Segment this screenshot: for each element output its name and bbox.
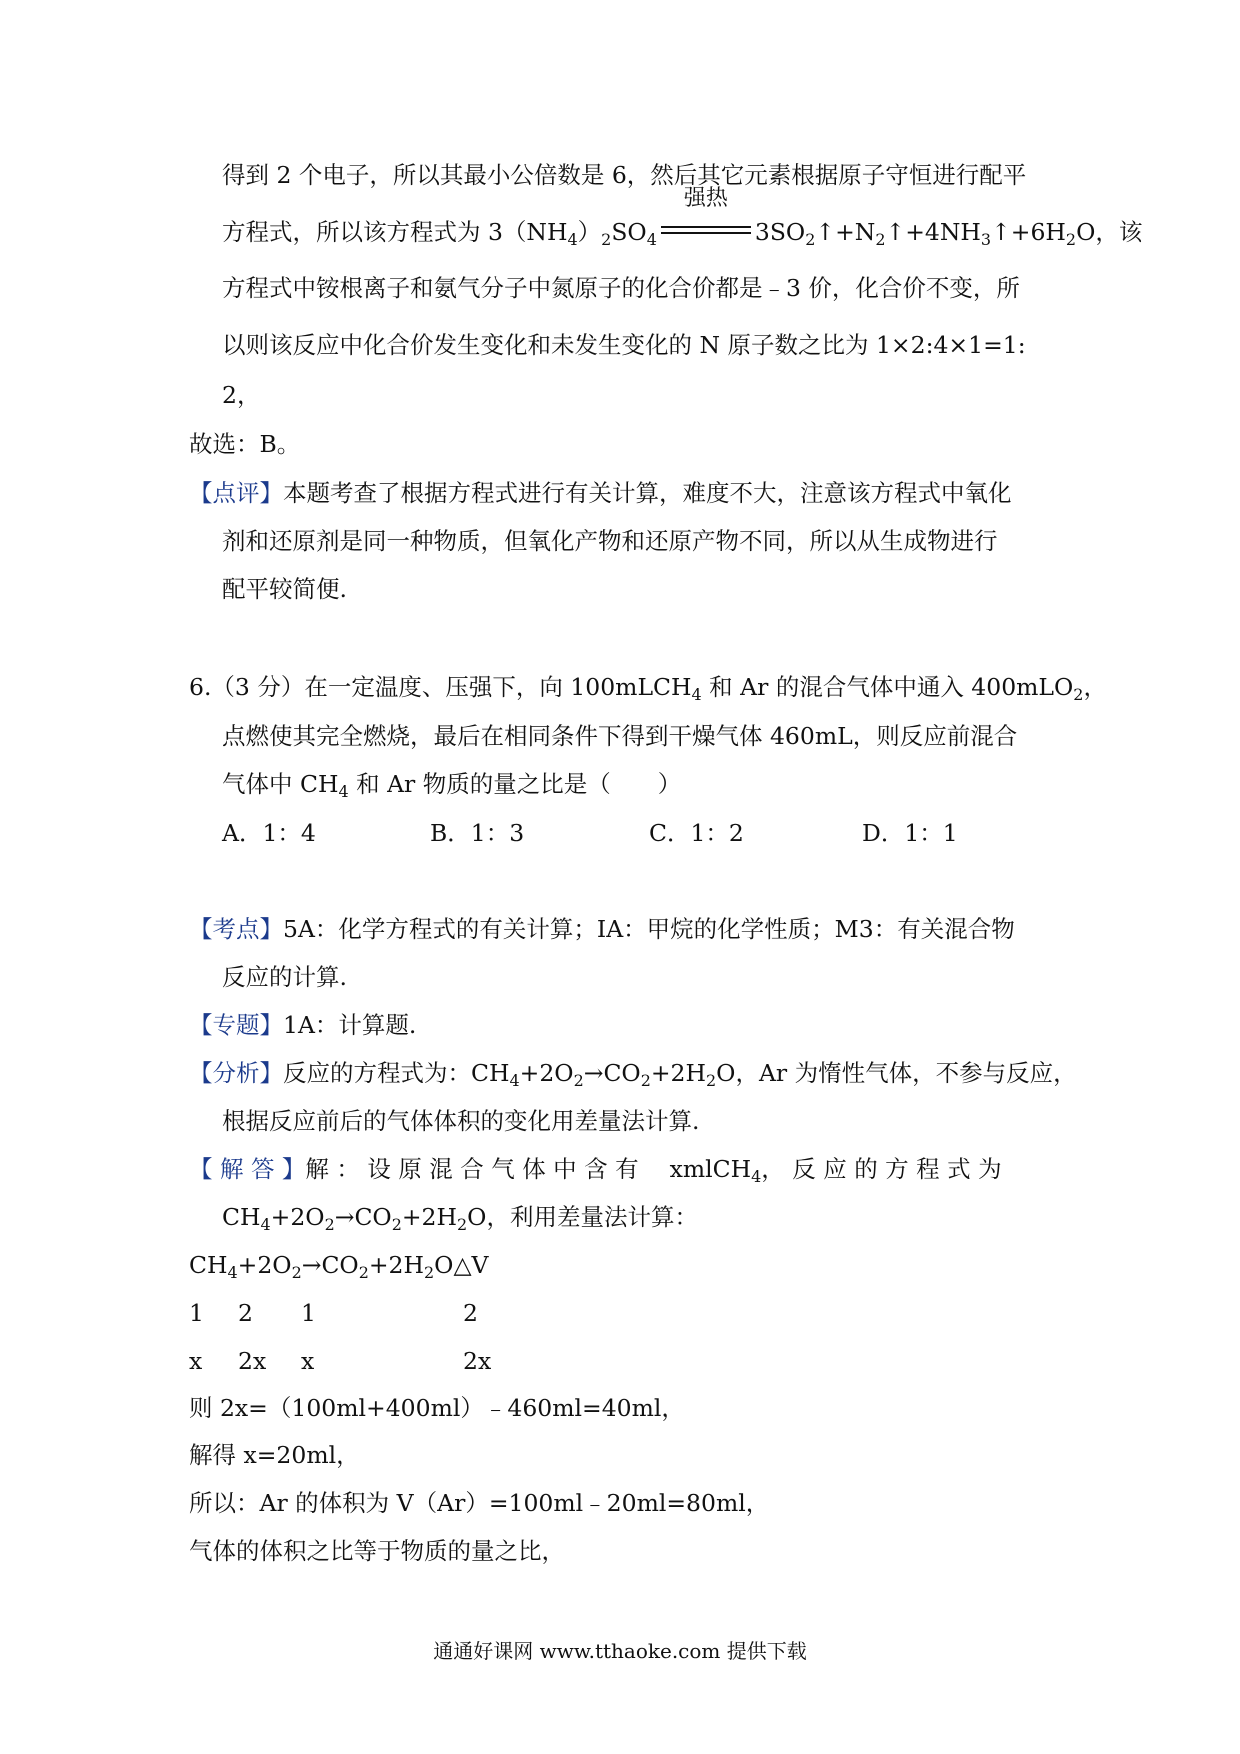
var-delta-v: 2x	[463, 1347, 492, 1375]
variable-row	[0, 1347, 1240, 1380]
text: +2O	[237, 1251, 292, 1279]
text: ，	[1083, 673, 1107, 701]
option-d: D．1：1	[862, 819, 958, 847]
prev-line-1: 得到 2 个电子，所以其最小公倍数是 6，然后其它元素根据原子守恒进行配平	[222, 161, 1027, 189]
subscript: 4	[227, 1262, 238, 1282]
text: 3SO	[754, 218, 806, 246]
text: CH	[222, 1203, 261, 1231]
text: →CO	[334, 1203, 392, 1231]
text: →CO	[301, 1251, 359, 1279]
text: O，该	[1076, 218, 1143, 246]
subscript: 2	[805, 229, 816, 249]
text: →CO	[583, 1059, 641, 1087]
kaodian-tag: 【考点】	[189, 915, 283, 943]
comment-line-1	[189, 479, 1012, 507]
jieda-line-2	[222, 1203, 698, 1234]
coef-ch4: 1	[189, 1299, 204, 1327]
text: +2O	[270, 1203, 325, 1231]
text: CH	[189, 1251, 228, 1279]
reaction-equation	[189, 1251, 489, 1282]
text: 1A：计算题.	[283, 1011, 417, 1039]
condition-label: 强热	[683, 186, 728, 211]
comment-line-2: 剂和还原剂是同一种物质，但氧化产物和还原产物不同，所以从生成物进行	[222, 527, 998, 555]
kaodian-line-1	[189, 915, 1015, 943]
text: O，Ar 为惰性气体，不参与反应，	[716, 1059, 1077, 1087]
text: 方程式，所以该方程式为 3（NH	[222, 218, 568, 246]
jieda-tag: 【 解 答 】	[189, 1155, 306, 1183]
subscript: 2	[391, 1214, 402, 1234]
text: 和 Ar 的混合气体中通入 400mLO	[701, 673, 1074, 701]
subscript: 4	[509, 1070, 520, 1090]
comment-tag: 【点评】	[189, 479, 283, 507]
text: 本题考查了根据方程式进行有关计算，难度不大，注意该方程式中氧化	[283, 479, 1012, 507]
question-6-line-2: 点燃使其完全燃烧，最后在相同条件下得到干燥气体 460mL，则反应前混合	[222, 722, 1018, 750]
fenxi-line-2: 根据反应前后的气体体积的变化用差量法计算.	[222, 1107, 700, 1135]
text: +2H	[650, 1059, 706, 1087]
text: ↑+6H	[991, 218, 1066, 246]
option-b: B．1：3	[430, 819, 525, 847]
subscript: 2	[875, 229, 886, 249]
subscript: 4	[567, 229, 578, 249]
prev-line-4: 以则该反应中化合价发生变化和未发生变化的 N 原子数之比为 1×2:4×1=1:	[222, 331, 1026, 359]
jieda-line-1	[189, 1155, 1002, 1186]
subscript: 4	[338, 781, 349, 801]
prev-line-5: 2，	[222, 381, 261, 409]
page-footer: 通通好课网 www.tthaoke.com 提供下载	[433, 1639, 807, 1663]
coef-co2: 1	[301, 1299, 316, 1327]
comment-line-3: 配平较简便.	[222, 575, 347, 603]
double-line	[661, 226, 751, 234]
fenxi-tag: 【分析】	[189, 1059, 283, 1087]
zhuanti-line	[189, 1011, 417, 1039]
option-a: A．1：4	[222, 819, 316, 847]
zhuanti-tag: 【专题】	[189, 1011, 283, 1039]
text: +2H	[368, 1251, 424, 1279]
var-co2: x	[301, 1347, 315, 1375]
prev-line-2-equation	[222, 186, 1143, 249]
text: +2O	[519, 1059, 574, 1087]
reaction-condition-arrow	[657, 186, 755, 242]
subscript: 2	[1073, 684, 1084, 704]
subscript: 2	[358, 1262, 369, 1282]
option-c: C．1：2	[649, 819, 744, 847]
subscript: 2	[1065, 229, 1077, 249]
var-ch4: x	[189, 1347, 203, 1375]
subscript: 2	[573, 1070, 584, 1090]
question-6-options	[0, 819, 1240, 852]
subscript: 2	[601, 229, 612, 249]
subscript: 2	[457, 1214, 468, 1234]
solution-step-4: 气体的体积之比等于物质的量之比，	[189, 1537, 565, 1565]
kaodian-line-2: 反应的计算.	[222, 963, 347, 991]
question-6-line-3	[222, 770, 682, 801]
text: ， 反 应 的 方 程 式 为	[761, 1155, 1002, 1183]
text: 5A：化学方程式的有关计算；IA：甲烷的化学性质；M3：有关混合物	[283, 915, 1015, 943]
solution-step-1: 则 2x=（100ml+400ml）﹣460ml=40ml，	[189, 1394, 685, 1422]
text: 6.（3 分）在一定温度、压强下，向 100mLCH	[189, 673, 692, 701]
text: 和 Ar 物质的量之比是（ ）	[348, 770, 682, 798]
text: 解 ： 设 原 混 合 气 体 中 含 有 xmlCH	[305, 1155, 752, 1183]
text: ↑+4NH	[885, 218, 981, 246]
text: ）	[577, 218, 602, 246]
subscript: 2	[424, 1262, 435, 1282]
coefficient-row	[0, 1299, 1240, 1332]
solution-step-2: 解得 x=20ml，	[189, 1441, 360, 1469]
coef-delta-v: 2	[463, 1299, 478, 1327]
subscript: 3	[980, 229, 992, 249]
prev-line-3: 方程式中铵根离子和氨气分子中氮原子的化合价都是﹣3 价，化合价不变，所	[222, 274, 1020, 302]
text: SO	[611, 218, 647, 246]
subscript: 2	[640, 1070, 651, 1090]
text: ↑+N	[815, 218, 876, 246]
subscript: 2	[324, 1214, 335, 1234]
subscript: 2	[291, 1262, 302, 1282]
subscript: 2	[706, 1070, 717, 1090]
question-6-line-1	[189, 673, 1107, 704]
text: O，利用差量法计算：	[467, 1203, 698, 1231]
coef-o2: 2	[238, 1299, 253, 1327]
subscript: 4	[646, 229, 657, 249]
var-o2: 2x	[238, 1347, 267, 1375]
subscript: 4	[691, 684, 702, 704]
fenxi-line-1	[189, 1059, 1077, 1090]
text: 反应的方程式为：CH	[283, 1059, 510, 1087]
subscript: 4	[751, 1166, 762, 1186]
text: 气体中 CH	[222, 770, 339, 798]
subscript: 4	[260, 1214, 271, 1234]
prev-choice: 故选：B。	[189, 430, 301, 458]
solution-step-3: 所以：Ar 的体积为 V（Ar）=100ml﹣20ml=80ml，	[189, 1489, 770, 1517]
text: O△V	[434, 1251, 489, 1279]
text: +2H	[401, 1203, 457, 1231]
